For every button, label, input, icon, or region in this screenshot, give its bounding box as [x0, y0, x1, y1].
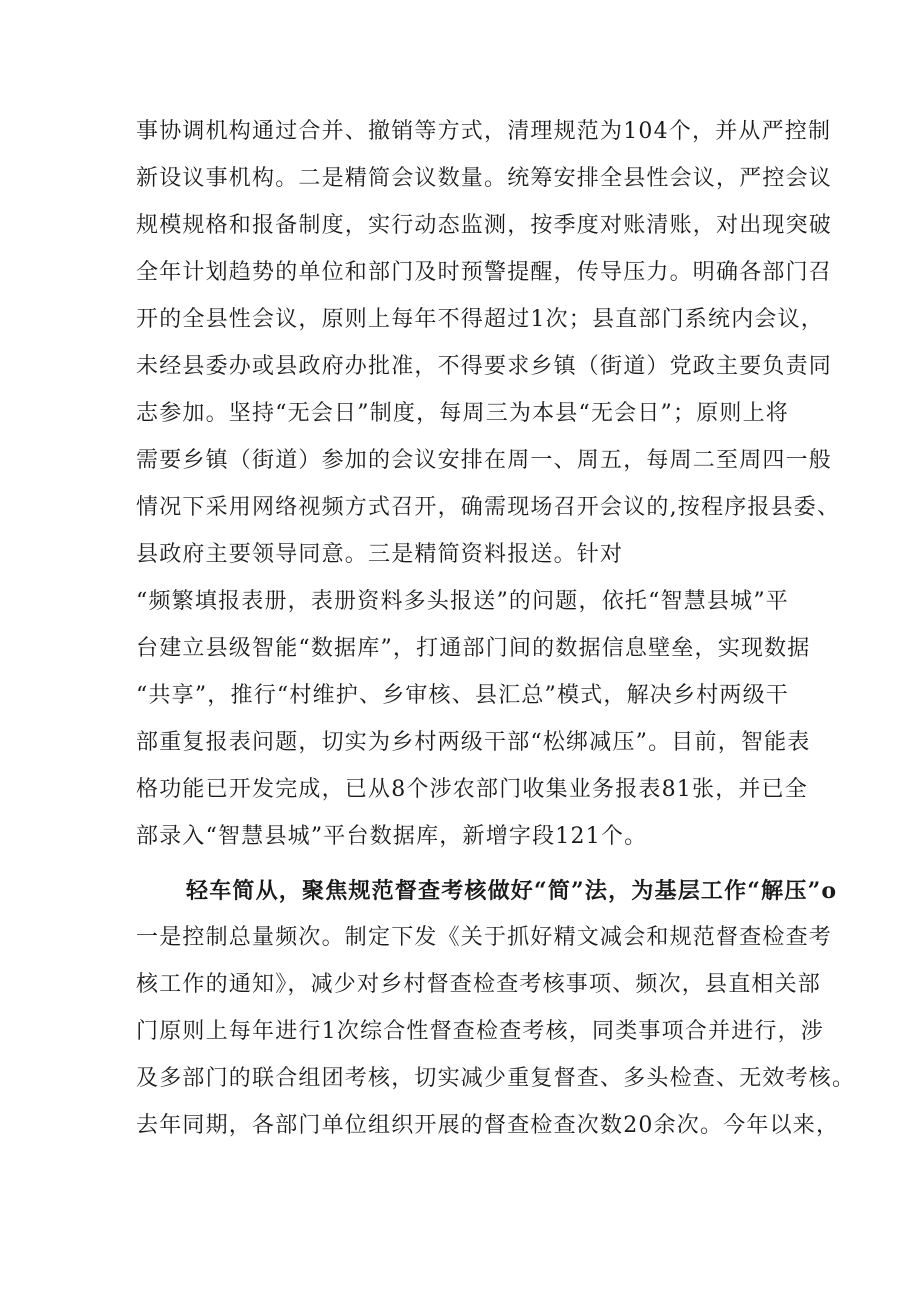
paragraph-1-line: 志参加。坚持“无会日”制度，每周三为本县“无会日”；原则上将 — [136, 401, 789, 426]
paragraph-1-line: 规模规格和报备制度，实行动态监测，按季度对账清账，对出现突破 — [136, 213, 833, 238]
paragraph-2-line: 一是控制总量频次。制定下发《关于抓好精文减会和规范督查检查考 — [136, 925, 833, 950]
paragraph-1-line: “频繁填报表册，表册资料多头报送”的问题，依托“智慧县城”平 — [136, 589, 789, 614]
paragraph-2-line: 去年同期，各部门单位组织开展的督查检查次数20余次。今年以来， — [136, 1113, 840, 1138]
paragraph-1-line: 开的全县性会议，原则上每年不得超过1次；县直部门系统内会议， — [136, 307, 824, 332]
paragraph-1-line: “共享”，推行“村维护、乡审核、县汇总”模式，解决乡村两级干 — [136, 683, 789, 708]
paragraph-1-line: 新设议事机构。二是精简会议数量。统筹安排全县性会议，严控会议 — [136, 166, 833, 191]
paragraph-1-line: 台建立县级智能“数据库”，打通部门间的数据信息壁垒，实现数据 — [136, 636, 811, 661]
paragraph-2-line: 核工作的通知》，减少对乡村督查检查考核事项、频次，县直相关部 — [136, 972, 822, 997]
paragraph-2-heading: 轻车简从，聚焦规范督查考核做好“简”法，为基层工作“解压”o — [186, 878, 838, 904]
paragraph-1-line: 需要乡镇（街道）参加的会议安排在周一、周五，每周二至周四一般 — [136, 448, 833, 473]
paragraph-2-line: 门原则上每年进行1次综合性督查检查考核，同类事项合并进行，涉 — [136, 1019, 824, 1044]
paragraph-1-line: 事协调机构通过合并、撤销等方式，清理规范为104个，并从严控制 — [136, 119, 832, 144]
paragraph-1-line: 县政府主要领导同意。三是精简资料报送。针对 — [136, 542, 624, 567]
paragraph-1-line: 格功能已开发完成，已从8个涉农部门收集业务报表81张，并已全 — [136, 777, 808, 802]
paragraph-1-line: 全年计划趋势的单位和部门及时预警提醒，传导压力。明确各部门召 — [136, 260, 833, 285]
paragraph-1-line: 部录入“智慧县城”平台数据库，新增字段121个。 — [136, 824, 648, 849]
paragraph-1-line: 部重复报表问题，切实为乡村两级干部“松绑减压”。目前，智能表 — [136, 730, 811, 755]
paragraph-2-line: 及多部门的联合组团考核，切实减少重复督查、多头检查、无效考核。 — [136, 1066, 856, 1091]
paragraph-1-line: 未经县委办或县政府办批准，不得要求乡镇（街道）党政主要负责同 — [136, 354, 833, 379]
paragraph-1-line: 情况下采用网络视频方式召开，确需现场召开会议的,按程序报县委、 — [136, 495, 841, 520]
